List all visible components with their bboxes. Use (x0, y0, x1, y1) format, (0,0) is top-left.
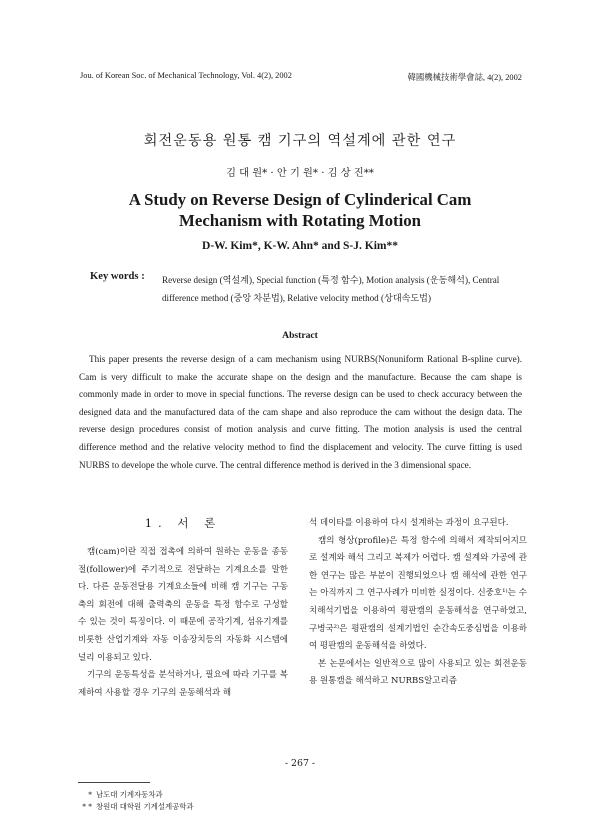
intro-paragraph: 캠의 형상(profile)은 특정 함수에 의해서 제작되어지므로 설계와 해석 그리고 복제가 어렵다. 캠 설계와 가공에 관한 연구는 많은 부분이 진행되었으나 캠 해석에 관한 연구는 아직까지 그 연구사례가 미비한 실정이다. 신중호¹⁾는 수치해석기법을 이용하여 평판캠의 운동해석을 연구하였고, 구병국²⁾은 평판캠의 설계기법인 순간속도중심법을 이용하여 평판캠의 운동해석을 하였다. (309, 535, 527, 652)
english-title (0, 189, 600, 231)
english-title-line-2: Mechanism with Rotating Motion (179, 211, 421, 230)
journal-header-left: Jou. of Korean Soc. of Mechanical Technology, Vol. 4(2), 2002 (80, 71, 292, 80)
journal-header-right: 韓國機械技術學會誌, 4(2), 2002 (407, 73, 522, 82)
footnotes (78, 789, 194, 813)
left-column (78, 515, 288, 702)
footnote-text: 남도대 기계자동차과 (96, 790, 163, 799)
intro-paragraph: 본 논문에서는 일반적으로 많이 사용되고 있는 회전운동용 원통캠을 해석하고 NURBS알고리즘 (309, 658, 527, 687)
footnote-divider (78, 782, 150, 783)
abstract-heading: Abstract (282, 330, 318, 341)
footnote-text: 창원대 대학원 기계설계공학과 (96, 802, 194, 811)
keywords-text: Reverse design (역설계), Special function (특정 함수), Motion analysis (운동해석), Central difference method (중앙 차분법), Relative velocity method (상대속도법) (162, 275, 500, 303)
section-title: 1. 서 론 (144, 516, 222, 530)
footnote (78, 801, 194, 813)
intro-paragraph: 캠(cam)이란 직접 접촉에 의하여 원하는 운동을 종동절(follower)에 주기적으로 전달하는 기계요소를 말한다. 다른 운동전달용 기계요소들에 비해 캠 기구는 구동축의 회전에 대해 출력축의 운동을 특정 함수로 구성할 수 있는 것이 특징이다. 이 때문에 공작기계, 섬유기계를 비롯한 산업기계와 자동 이송장치등의 자동화 시스템에 널리 이용되고 있다. (78, 547, 288, 663)
keywords-label: Key words : (90, 271, 145, 282)
english-authors: D-W. Kim*, K-W. Ahn* and S-J. Kim** (202, 240, 398, 252)
korean-authors: 김 대 원* · 안 기 원* · 김 상 진** (226, 168, 374, 179)
right-column (309, 515, 527, 691)
footnote-mark: * (88, 790, 92, 799)
english-title-line-1: A Study on Reverse Design of Cylinderical Cam (128, 190, 472, 209)
intro-paragraph-continuation: 석 데이타를 이용하여 다시 설계하는 과정이 요구된다. (309, 518, 509, 528)
footnote-mark: * * (82, 802, 92, 811)
footnote (78, 789, 194, 801)
korean-title: 회전운동용 원통 캠 기구의 역설계에 관한 연구 (143, 133, 457, 149)
intro-paragraph: 기구의 운동특성을 분석하거나, 필요에 따라 기구를 복제하여 사용할 경우 기구의 운동해석과 해 (78, 670, 288, 698)
abstract-body: This paper presents the reverse design of a cam mechanism using NURBS(Nonuniform Rational B-spline curve). Cam is very difficult to make the accurate shape on the design and the manufacture. Because the cam shape is commonly made in order to move in special functions. The reverse design can be used to check accuracy between the designed data and the manufactured data of the cam shape and also reproduce the cam without the design data. The reverse design procedures consist of motion analysis and curve fitting. The motion analysis is used the central difference method and the relative velocity method to find the displacement and velocity. The curve fitting is used NURBS to develope the whole curve. The central difference method is derived in the 3 dimensional space. (79, 354, 522, 470)
page-number: - 267 - (284, 758, 316, 769)
